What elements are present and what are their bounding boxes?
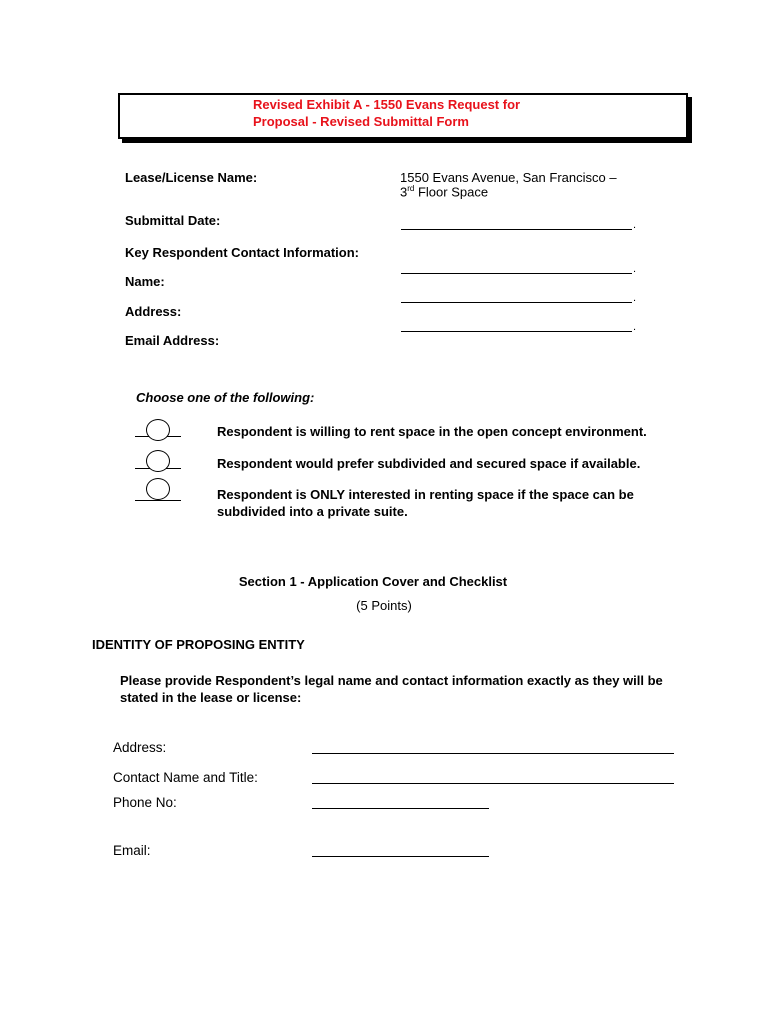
identity-phone-label: Phone No: bbox=[113, 795, 177, 810]
identity-email-field[interactable] bbox=[312, 856, 489, 857]
identity-address-label: Address: bbox=[113, 740, 167, 755]
submittal-date-period: . bbox=[633, 219, 637, 231]
email-address-field[interactable] bbox=[401, 331, 632, 332]
email-address-period: . bbox=[633, 321, 637, 333]
option-1-text: Respondent is willing to rent space in the open concept environment. bbox=[217, 424, 647, 439]
identity-address-field[interactable] bbox=[312, 753, 674, 754]
identity-contact-label: Contact Name and Title: bbox=[113, 770, 258, 785]
title-line-1: Revised Exhibit A - 1550 Evans Request for bbox=[253, 97, 521, 112]
option-2-text: Respondent would prefer subdivided and secured space if available. bbox=[217, 456, 641, 471]
identity-email-label: Email: bbox=[113, 843, 151, 858]
lease-license-label: Lease/License Name: bbox=[125, 170, 258, 185]
choose-heading: Choose one of the following: bbox=[136, 390, 315, 405]
name-label: Name: bbox=[125, 274, 165, 289]
lease-license-value-line2: 3rd Floor Space bbox=[400, 184, 489, 200]
identity-phone-field[interactable] bbox=[312, 808, 489, 809]
identity-heading: IDENTITY OF PROPOSING ENTITY bbox=[92, 637, 305, 652]
name-field[interactable] bbox=[401, 273, 632, 274]
name-period: . bbox=[633, 263, 637, 275]
submittal-date-label: Submittal Date: bbox=[125, 213, 221, 228]
submittal-date-field[interactable] bbox=[401, 229, 632, 230]
address-label: Address: bbox=[125, 304, 182, 319]
lease-license-value-line1: 1550 Evans Avenue, San Francisco – bbox=[400, 170, 617, 185]
option-2-radio[interactable] bbox=[146, 450, 170, 472]
section-points: (5 Points) bbox=[356, 598, 412, 613]
identity-instruction: Please provide Respondent’s legal name and contact information exactly as they will be stated in the lease or license: bbox=[120, 673, 663, 705]
email-address-label: Email Address: bbox=[125, 333, 220, 348]
address-period: . bbox=[633, 292, 637, 304]
key-contact-label: Key Respondent Contact Information: bbox=[125, 245, 360, 260]
option-1-radio[interactable] bbox=[146, 419, 170, 441]
section-title: Section 1 - Application Cover and Checklist bbox=[238, 574, 508, 589]
option-3-text: Respondent is ONLY interested in renting space if the space can be subdivided into a private suite. bbox=[217, 487, 634, 519]
option-3-radio[interactable] bbox=[146, 478, 170, 500]
option-3-line bbox=[135, 500, 181, 501]
title-line-2: Proposal - Revised Submittal Form bbox=[253, 114, 469, 129]
address-field[interactable] bbox=[401, 302, 632, 303]
identity-contact-field[interactable] bbox=[312, 783, 674, 784]
